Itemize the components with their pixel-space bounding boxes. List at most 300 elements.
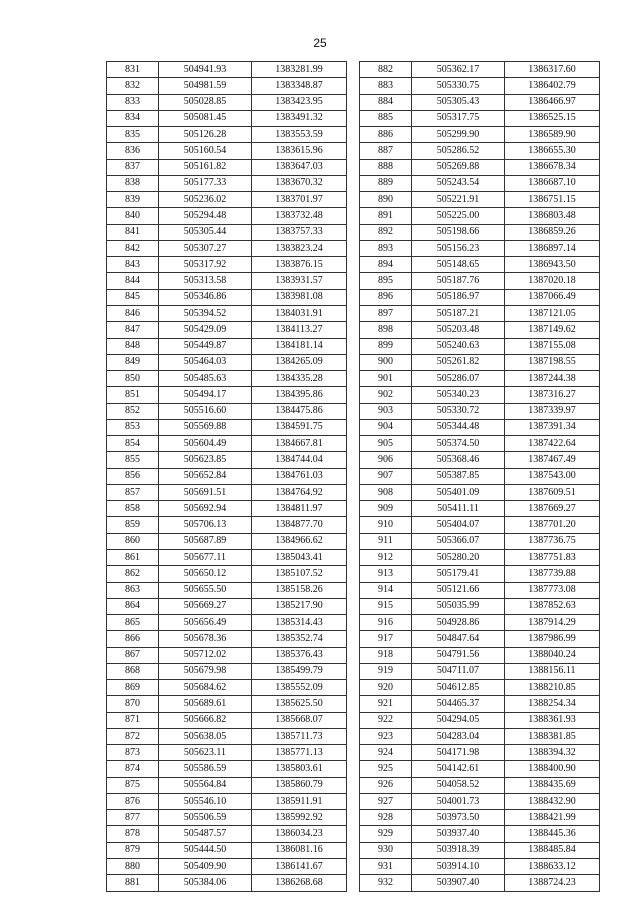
y-coordinate-cell: 1383931.57 bbox=[252, 273, 347, 289]
y-coordinate-cell: 1388394.32 bbox=[505, 745, 600, 761]
x-coordinate-cell: 505160.54 bbox=[159, 143, 252, 159]
table-row bbox=[360, 371, 600, 387]
x-coordinate-cell: 505366.07 bbox=[412, 533, 505, 549]
point-number-cell: 846 bbox=[107, 305, 159, 321]
y-coordinate-cell: 1388421.99 bbox=[505, 810, 600, 826]
point-number-cell: 912 bbox=[360, 549, 412, 565]
x-coordinate-cell: 504847.64 bbox=[412, 631, 505, 647]
table-row bbox=[107, 289, 347, 305]
table-row bbox=[360, 615, 600, 631]
point-number-cell: 920 bbox=[360, 680, 412, 696]
y-coordinate-cell: 1386943.50 bbox=[505, 257, 600, 273]
point-number-cell: 858 bbox=[107, 501, 159, 517]
x-coordinate-cell: 505280.20 bbox=[412, 549, 505, 565]
table-row bbox=[107, 501, 347, 517]
x-coordinate-cell: 505305.44 bbox=[159, 224, 252, 240]
table-row bbox=[107, 371, 347, 387]
y-coordinate-cell: 1383348.87 bbox=[252, 78, 347, 94]
table-row bbox=[107, 859, 347, 875]
point-number-cell: 844 bbox=[107, 273, 159, 289]
y-coordinate-cell: 1383647.03 bbox=[252, 159, 347, 175]
point-number-cell: 850 bbox=[107, 371, 159, 387]
table-row bbox=[360, 468, 600, 484]
table-row bbox=[360, 793, 600, 809]
y-coordinate-cell: 1383423.95 bbox=[252, 94, 347, 110]
y-coordinate-cell: 1386897.14 bbox=[505, 240, 600, 256]
x-coordinate-cell: 505623.11 bbox=[159, 745, 252, 761]
table-row bbox=[360, 859, 600, 875]
point-number-cell: 907 bbox=[360, 468, 412, 484]
y-coordinate-cell: 1388156.11 bbox=[505, 663, 600, 679]
y-coordinate-cell: 1387773.08 bbox=[505, 582, 600, 598]
point-number-cell: 834 bbox=[107, 110, 159, 126]
table-row bbox=[360, 403, 600, 419]
table-row bbox=[360, 663, 600, 679]
y-coordinate-cell: 1388254.34 bbox=[505, 696, 600, 712]
y-coordinate-cell: 1383757.33 bbox=[252, 224, 347, 240]
table-row bbox=[360, 712, 600, 728]
x-coordinate-cell: 505652.84 bbox=[159, 468, 252, 484]
x-coordinate-cell: 505384.06 bbox=[159, 875, 252, 891]
point-number-cell: 841 bbox=[107, 224, 159, 240]
x-coordinate-cell: 505362.17 bbox=[412, 62, 505, 78]
x-coordinate-cell: 505411.11 bbox=[412, 501, 505, 517]
table-row bbox=[360, 208, 600, 224]
x-coordinate-cell: 505340.23 bbox=[412, 387, 505, 403]
point-number-cell: 897 bbox=[360, 305, 412, 321]
table-row bbox=[107, 240, 347, 256]
y-coordinate-cell: 1386081.16 bbox=[252, 842, 347, 858]
point-number-cell: 853 bbox=[107, 419, 159, 435]
point-number-cell: 885 bbox=[360, 110, 412, 126]
point-number-cell: 901 bbox=[360, 371, 412, 387]
table-row bbox=[360, 745, 600, 761]
table-row bbox=[360, 110, 600, 126]
y-coordinate-cell: 1385711.73 bbox=[252, 728, 347, 744]
y-coordinate-cell: 1386655.30 bbox=[505, 143, 600, 159]
y-coordinate-cell: 1384877.70 bbox=[252, 517, 347, 533]
y-coordinate-cell: 1383553.59 bbox=[252, 127, 347, 143]
x-coordinate-cell: 505689.61 bbox=[159, 696, 252, 712]
y-coordinate-cell: 1384744.04 bbox=[252, 452, 347, 468]
table-row bbox=[107, 728, 347, 744]
x-coordinate-cell: 504711.07 bbox=[412, 663, 505, 679]
point-number-cell: 845 bbox=[107, 289, 159, 305]
x-coordinate-cell: 505409.90 bbox=[159, 859, 252, 875]
x-coordinate-cell: 505623.85 bbox=[159, 452, 252, 468]
y-coordinate-cell: 1384811.97 bbox=[252, 501, 347, 517]
y-coordinate-cell: 1384667.81 bbox=[252, 436, 347, 452]
point-number-cell: 861 bbox=[107, 549, 159, 565]
table-row bbox=[360, 452, 600, 468]
point-number-cell: 931 bbox=[360, 859, 412, 875]
table-row bbox=[107, 175, 347, 191]
x-coordinate-cell: 504612.85 bbox=[412, 680, 505, 696]
table-row bbox=[360, 354, 600, 370]
table-row bbox=[107, 549, 347, 565]
x-coordinate-cell: 505638.05 bbox=[159, 728, 252, 744]
y-coordinate-cell: 1384761.03 bbox=[252, 468, 347, 484]
x-coordinate-cell: 505225.00 bbox=[412, 208, 505, 224]
x-coordinate-cell: 503914.10 bbox=[412, 859, 505, 875]
point-number-cell: 888 bbox=[360, 159, 412, 175]
point-number-cell: 831 bbox=[107, 62, 159, 78]
table-row bbox=[360, 517, 600, 533]
table-row bbox=[360, 127, 600, 143]
y-coordinate-cell: 1387609.51 bbox=[505, 484, 600, 500]
point-number-cell: 884 bbox=[360, 94, 412, 110]
x-coordinate-cell: 505368.46 bbox=[412, 452, 505, 468]
x-coordinate-cell: 505240.63 bbox=[412, 338, 505, 354]
table-row bbox=[360, 94, 600, 110]
table-row bbox=[360, 728, 600, 744]
y-coordinate-cell: 1385499.79 bbox=[252, 663, 347, 679]
point-number-cell: 867 bbox=[107, 647, 159, 663]
table-row bbox=[107, 793, 347, 809]
point-number-cell: 882 bbox=[360, 62, 412, 78]
y-coordinate-cell: 1387739.88 bbox=[505, 566, 600, 582]
table-row bbox=[107, 354, 347, 370]
y-coordinate-cell: 1386525.15 bbox=[505, 110, 600, 126]
point-number-cell: 922 bbox=[360, 712, 412, 728]
point-number-cell: 918 bbox=[360, 647, 412, 663]
table-row bbox=[360, 549, 600, 565]
table-row bbox=[107, 305, 347, 321]
x-coordinate-cell: 505604.49 bbox=[159, 436, 252, 452]
x-coordinate-cell: 504294.05 bbox=[412, 712, 505, 728]
point-number-cell: 892 bbox=[360, 224, 412, 240]
x-coordinate-cell: 505121.66 bbox=[412, 582, 505, 598]
point-number-cell: 900 bbox=[360, 354, 412, 370]
point-number-cell: 869 bbox=[107, 680, 159, 696]
x-coordinate-cell: 505305.43 bbox=[412, 94, 505, 110]
point-number-cell: 880 bbox=[107, 859, 159, 875]
table-row bbox=[360, 436, 600, 452]
y-coordinate-cell: 1386466.97 bbox=[505, 94, 600, 110]
table-row bbox=[360, 647, 600, 663]
y-coordinate-cell: 1387986.99 bbox=[505, 631, 600, 647]
x-coordinate-cell: 505401.09 bbox=[412, 484, 505, 500]
point-number-cell: 932 bbox=[360, 875, 412, 891]
table-row bbox=[107, 78, 347, 94]
x-coordinate-cell: 503918.39 bbox=[412, 842, 505, 858]
table-row bbox=[107, 387, 347, 403]
y-coordinate-cell: 1384966.62 bbox=[252, 533, 347, 549]
x-coordinate-cell: 504465.37 bbox=[412, 696, 505, 712]
y-coordinate-cell: 1383701.97 bbox=[252, 192, 347, 208]
x-coordinate-cell: 505307.27 bbox=[159, 240, 252, 256]
point-number-cell: 906 bbox=[360, 452, 412, 468]
table-row bbox=[360, 484, 600, 500]
x-coordinate-cell: 505692.94 bbox=[159, 501, 252, 517]
point-number-cell: 865 bbox=[107, 615, 159, 631]
y-coordinate-cell: 1387066.49 bbox=[505, 289, 600, 305]
point-number-cell: 843 bbox=[107, 257, 159, 273]
table-row bbox=[360, 501, 600, 517]
table-row bbox=[107, 484, 347, 500]
x-coordinate-cell: 505198.66 bbox=[412, 224, 505, 240]
point-number-cell: 842 bbox=[107, 240, 159, 256]
y-coordinate-cell: 1388633.12 bbox=[505, 859, 600, 875]
point-number-cell: 894 bbox=[360, 257, 412, 273]
point-number-cell: 923 bbox=[360, 728, 412, 744]
table-row bbox=[360, 533, 600, 549]
table-row bbox=[107, 403, 347, 419]
point-number-cell: 875 bbox=[107, 777, 159, 793]
table-row bbox=[360, 273, 600, 289]
x-coordinate-cell: 505404.07 bbox=[412, 517, 505, 533]
table-row bbox=[107, 273, 347, 289]
x-coordinate-cell: 505313.58 bbox=[159, 273, 252, 289]
point-number-cell: 929 bbox=[360, 826, 412, 842]
x-coordinate-cell: 505678.36 bbox=[159, 631, 252, 647]
table-row bbox=[107, 257, 347, 273]
y-coordinate-cell: 1388724.23 bbox=[505, 875, 600, 891]
table-row bbox=[360, 257, 600, 273]
x-coordinate-cell: 504142.61 bbox=[412, 761, 505, 777]
y-coordinate-cell: 1383615.96 bbox=[252, 143, 347, 159]
x-coordinate-cell: 505429.09 bbox=[159, 322, 252, 338]
y-coordinate-cell: 1387198.55 bbox=[505, 354, 600, 370]
x-coordinate-cell: 505564.84 bbox=[159, 777, 252, 793]
point-number-cell: 870 bbox=[107, 696, 159, 712]
y-coordinate-cell: 1386402.79 bbox=[505, 78, 600, 94]
y-coordinate-cell: 1385552.09 bbox=[252, 680, 347, 696]
point-number-cell: 854 bbox=[107, 436, 159, 452]
x-coordinate-cell: 505656.49 bbox=[159, 615, 252, 631]
point-number-cell: 876 bbox=[107, 793, 159, 809]
table-row bbox=[107, 436, 347, 452]
x-coordinate-cell: 505374.50 bbox=[412, 436, 505, 452]
x-coordinate-cell: 505179.41 bbox=[412, 566, 505, 582]
point-number-cell: 899 bbox=[360, 338, 412, 354]
x-coordinate-cell: 505317.92 bbox=[159, 257, 252, 273]
table-row bbox=[360, 240, 600, 256]
point-number-cell: 917 bbox=[360, 631, 412, 647]
x-coordinate-cell: 505677.11 bbox=[159, 549, 252, 565]
table-row bbox=[107, 224, 347, 240]
table-row bbox=[360, 192, 600, 208]
x-coordinate-cell: 505177.33 bbox=[159, 175, 252, 191]
point-number-cell: 872 bbox=[107, 728, 159, 744]
y-coordinate-cell: 1386589.90 bbox=[505, 127, 600, 143]
point-number-cell: 921 bbox=[360, 696, 412, 712]
table-row bbox=[107, 452, 347, 468]
table-row bbox=[360, 875, 600, 891]
point-number-cell: 883 bbox=[360, 78, 412, 94]
y-coordinate-cell: 1383281.99 bbox=[252, 62, 347, 78]
y-coordinate-cell: 1388445.36 bbox=[505, 826, 600, 842]
y-coordinate-cell: 1385911.91 bbox=[252, 793, 347, 809]
table-row bbox=[107, 517, 347, 533]
y-coordinate-cell: 1387155.08 bbox=[505, 338, 600, 354]
point-number-cell: 873 bbox=[107, 745, 159, 761]
y-coordinate-cell: 1385771.13 bbox=[252, 745, 347, 761]
table-row bbox=[360, 631, 600, 647]
point-number-cell: 874 bbox=[107, 761, 159, 777]
x-coordinate-cell: 505286.52 bbox=[412, 143, 505, 159]
x-coordinate-cell: 505203.48 bbox=[412, 322, 505, 338]
x-coordinate-cell: 503973.50 bbox=[412, 810, 505, 826]
point-number-cell: 905 bbox=[360, 436, 412, 452]
x-coordinate-cell: 505286.07 bbox=[412, 371, 505, 387]
table-row bbox=[107, 810, 347, 826]
table-row bbox=[107, 159, 347, 175]
table-row bbox=[107, 761, 347, 777]
point-number-cell: 886 bbox=[360, 127, 412, 143]
y-coordinate-cell: 1385043.41 bbox=[252, 549, 347, 565]
x-coordinate-cell: 505161.82 bbox=[159, 159, 252, 175]
y-coordinate-cell: 1384181.14 bbox=[252, 338, 347, 354]
x-coordinate-cell: 505156.23 bbox=[412, 240, 505, 256]
y-coordinate-cell: 1388400.90 bbox=[505, 761, 600, 777]
x-coordinate-cell: 505546.10 bbox=[159, 793, 252, 809]
y-coordinate-cell: 1385803.61 bbox=[252, 761, 347, 777]
table-row bbox=[360, 175, 600, 191]
y-coordinate-cell: 1388040.24 bbox=[505, 647, 600, 663]
y-coordinate-cell: 1386687.10 bbox=[505, 175, 600, 191]
point-number-cell: 902 bbox=[360, 387, 412, 403]
page-number: 25 bbox=[313, 36, 327, 50]
table-row bbox=[360, 777, 600, 793]
y-coordinate-cell: 1387391.34 bbox=[505, 419, 600, 435]
table-row bbox=[360, 810, 600, 826]
table-row bbox=[360, 289, 600, 305]
point-number-cell: 895 bbox=[360, 273, 412, 289]
x-coordinate-cell: 505243.54 bbox=[412, 175, 505, 191]
point-number-cell: 924 bbox=[360, 745, 412, 761]
y-coordinate-cell: 1387852.63 bbox=[505, 598, 600, 614]
y-coordinate-cell: 1388435.69 bbox=[505, 777, 600, 793]
x-coordinate-cell: 505684.62 bbox=[159, 680, 252, 696]
table-row bbox=[360, 582, 600, 598]
point-number-cell: 840 bbox=[107, 208, 159, 224]
table-row bbox=[107, 647, 347, 663]
table-row bbox=[107, 143, 347, 159]
point-number-cell: 915 bbox=[360, 598, 412, 614]
y-coordinate-cell: 1385860.79 bbox=[252, 777, 347, 793]
table-row bbox=[107, 110, 347, 126]
table-row bbox=[107, 680, 347, 696]
point-number-cell: 847 bbox=[107, 322, 159, 338]
point-number-cell: 913 bbox=[360, 566, 412, 582]
coordinate-table-left bbox=[106, 61, 347, 892]
point-number-cell: 863 bbox=[107, 582, 159, 598]
table-row bbox=[107, 566, 347, 582]
point-number-cell: 852 bbox=[107, 403, 159, 419]
table-row bbox=[360, 305, 600, 321]
point-number-cell: 878 bbox=[107, 826, 159, 842]
x-coordinate-cell: 503907.40 bbox=[412, 875, 505, 891]
table-row bbox=[360, 419, 600, 435]
y-coordinate-cell: 1388485.84 bbox=[505, 842, 600, 858]
y-coordinate-cell: 1385668.07 bbox=[252, 712, 347, 728]
x-coordinate-cell: 505687.89 bbox=[159, 533, 252, 549]
point-number-cell: 833 bbox=[107, 94, 159, 110]
y-coordinate-cell: 1385376.43 bbox=[252, 647, 347, 663]
point-number-cell: 864 bbox=[107, 598, 159, 614]
x-coordinate-cell: 505394.52 bbox=[159, 305, 252, 321]
table-row bbox=[107, 598, 347, 614]
x-coordinate-cell: 505494.17 bbox=[159, 387, 252, 403]
y-coordinate-cell: 1387422.64 bbox=[505, 436, 600, 452]
x-coordinate-cell: 505028.85 bbox=[159, 94, 252, 110]
point-number-cell: 877 bbox=[107, 810, 159, 826]
table-row bbox=[107, 419, 347, 435]
table-row bbox=[107, 582, 347, 598]
y-coordinate-cell: 1387121.05 bbox=[505, 305, 600, 321]
point-number-cell: 914 bbox=[360, 582, 412, 598]
point-number-cell: 836 bbox=[107, 143, 159, 159]
y-coordinate-cell: 1387316.27 bbox=[505, 387, 600, 403]
x-coordinate-cell: 505344.48 bbox=[412, 419, 505, 435]
point-number-cell: 837 bbox=[107, 159, 159, 175]
table-row bbox=[107, 208, 347, 224]
table-row bbox=[360, 143, 600, 159]
x-coordinate-cell: 505186.97 bbox=[412, 289, 505, 305]
x-coordinate-cell: 505506.59 bbox=[159, 810, 252, 826]
point-number-cell: 910 bbox=[360, 517, 412, 533]
x-coordinate-cell: 505691.51 bbox=[159, 484, 252, 500]
table-row bbox=[360, 842, 600, 858]
point-number-cell: 898 bbox=[360, 322, 412, 338]
y-coordinate-cell: 1386268.68 bbox=[252, 875, 347, 891]
point-number-cell: 832 bbox=[107, 78, 159, 94]
table-row bbox=[107, 631, 347, 647]
y-coordinate-cell: 1384265.09 bbox=[252, 354, 347, 370]
y-coordinate-cell: 1387701.20 bbox=[505, 517, 600, 533]
x-coordinate-cell: 504791.56 bbox=[412, 647, 505, 663]
point-number-cell: 855 bbox=[107, 452, 159, 468]
point-number-cell: 835 bbox=[107, 127, 159, 143]
x-coordinate-cell: 505294.48 bbox=[159, 208, 252, 224]
point-number-cell: 927 bbox=[360, 793, 412, 809]
point-number-cell: 904 bbox=[360, 419, 412, 435]
x-coordinate-cell: 505148.65 bbox=[412, 257, 505, 273]
x-coordinate-cell: 504058.52 bbox=[412, 777, 505, 793]
y-coordinate-cell: 1387149.62 bbox=[505, 322, 600, 338]
x-coordinate-cell: 505669.27 bbox=[159, 598, 252, 614]
table-row bbox=[360, 224, 600, 240]
y-coordinate-cell: 1387244.38 bbox=[505, 371, 600, 387]
x-coordinate-cell: 505655.50 bbox=[159, 582, 252, 598]
y-coordinate-cell: 1387467.49 bbox=[505, 452, 600, 468]
table-row bbox=[107, 322, 347, 338]
point-number-cell: 838 bbox=[107, 175, 159, 191]
table-row bbox=[360, 78, 600, 94]
point-number-cell: 889 bbox=[360, 175, 412, 191]
x-coordinate-cell: 505221.91 bbox=[412, 192, 505, 208]
x-coordinate-cell: 504928.86 bbox=[412, 615, 505, 631]
y-coordinate-cell: 1384475.86 bbox=[252, 403, 347, 419]
x-coordinate-cell: 505516.60 bbox=[159, 403, 252, 419]
y-coordinate-cell: 1383823.24 bbox=[252, 240, 347, 256]
table-row bbox=[360, 338, 600, 354]
y-coordinate-cell: 1383732.48 bbox=[252, 208, 347, 224]
table-row bbox=[107, 468, 347, 484]
x-coordinate-cell: 505236.02 bbox=[159, 192, 252, 208]
table-row bbox=[107, 712, 347, 728]
x-coordinate-cell: 504001.73 bbox=[412, 793, 505, 809]
table-row bbox=[107, 62, 347, 78]
point-number-cell: 868 bbox=[107, 663, 159, 679]
y-coordinate-cell: 1384395.86 bbox=[252, 387, 347, 403]
table-row bbox=[360, 322, 600, 338]
point-number-cell: 916 bbox=[360, 615, 412, 631]
x-coordinate-cell: 505464.03 bbox=[159, 354, 252, 370]
table-row bbox=[360, 696, 600, 712]
y-coordinate-cell: 1387543.00 bbox=[505, 468, 600, 484]
